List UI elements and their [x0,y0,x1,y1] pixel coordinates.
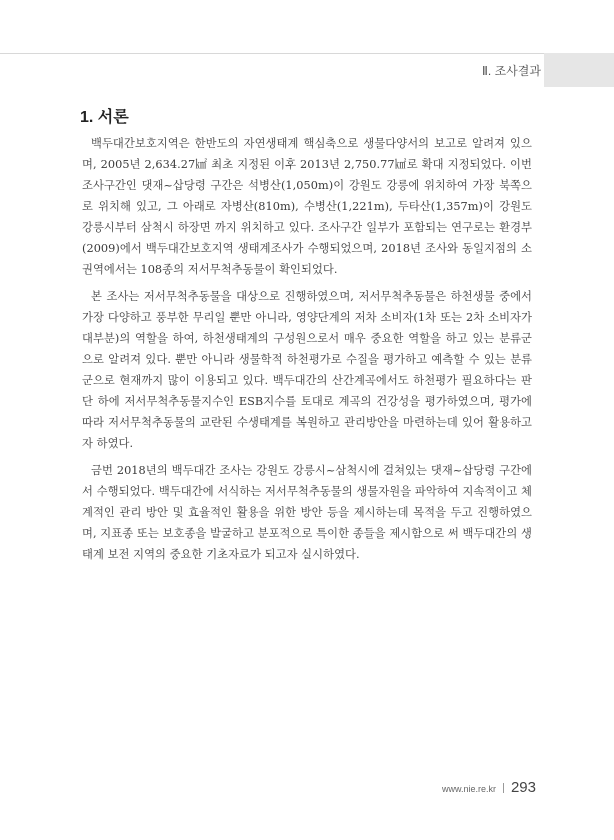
chapter-label: Ⅱ. 조사결과 [482,64,541,78]
page-number: 293 [510,779,536,796]
section-title: 1. 서론 [80,109,129,126]
paragraph-survey-purpose: 본 조사는 저서무척추동물을 대상으로 진행하였으며, 저서무척추동물은 하천생물 중에서 가장 다양하고 풍부한 무리일 뿐만 아니라, 영양단계의 저차 소비자(1차 또는 2차 소비자가 대부분)의 역할을 하여, 하천생태계의 구성원으로서 매우 중요한 역할을 하고 있는 분류군으로 알려져 있다. 뿐만 아니라 생물학적 하천평가로 수질을 평가하고 예측할 수 있는 분류군으로 현재까지 많이 이용되고 있다. 백두대간의 산간계곡에서도 하천평가 필요하다는 판단 하에 저서무척추동물지수인 ESB지수를 토대로 계곡의 건강성을 평가하였으며, 평가에 따라 저서무척추동물의 교란된 수생태계를 복원하고 관리방안을 마련하는데 있어 활용하고자 하였다. [82,290,532,450]
paragraph-survey-scope: 금번 2018년의 백두대간 조사는 강원도 강릉시~삼척시에 걸쳐있는 댓재~삽당령 구간에서 수행되었다. 백두대간에 서식하는 저서무척추동물의 생물자원을 파악하여 지속적이고 체계적인 관리 방안 및 효율적인 활용을 위한 방안 등을 제시하는데 목적을 두고 진행하였으며, 지표종 또는 보호종을 발굴하고 분포적으로 특이한 종들을 제시함으로 써 백두대간의 생태계 보전 지역의 중요한 기초자료가 되고자 실시하였다. [82,464,532,561]
page-footer [442,779,536,796]
chapter-tab-bar [544,53,614,87]
paragraph-intro: 백두대간보호지역은 한반도의 자연생태계 핵심축으로 생물다양서의 보고로 알려져 있으며, 2005년 2,634.27㎢ 최초 지정된 이후 2013년 2,750.77㎢로 확대 지정되었다. 이번 조사구간인 댓재~삽당령 구간은 석병산(1,050m)이 강원도 강릉에 위치하여 가장 북쪽으로 위치해 있고, 그 아래로 자병산(810m), 수병산(1,221m), 두타산(1,357m)이 강원도 강릉시부터 삼척시 하장면 까지 위치하고 있다. 조사구간 일부가 포함되는 연구로는 환경부(2009)에서 백두대간보호지역 생태계조사가 수행되었으며, 2018년 조사와 동일지점의 소권역에서는 108종의 저서무척추동물이 확인되었다. [82,137,532,276]
body-text [82,133,532,571]
chapter-header [472,53,614,87]
footer-url: www.nie.re.kr [441,784,496,794]
footer-separator [503,783,504,793]
